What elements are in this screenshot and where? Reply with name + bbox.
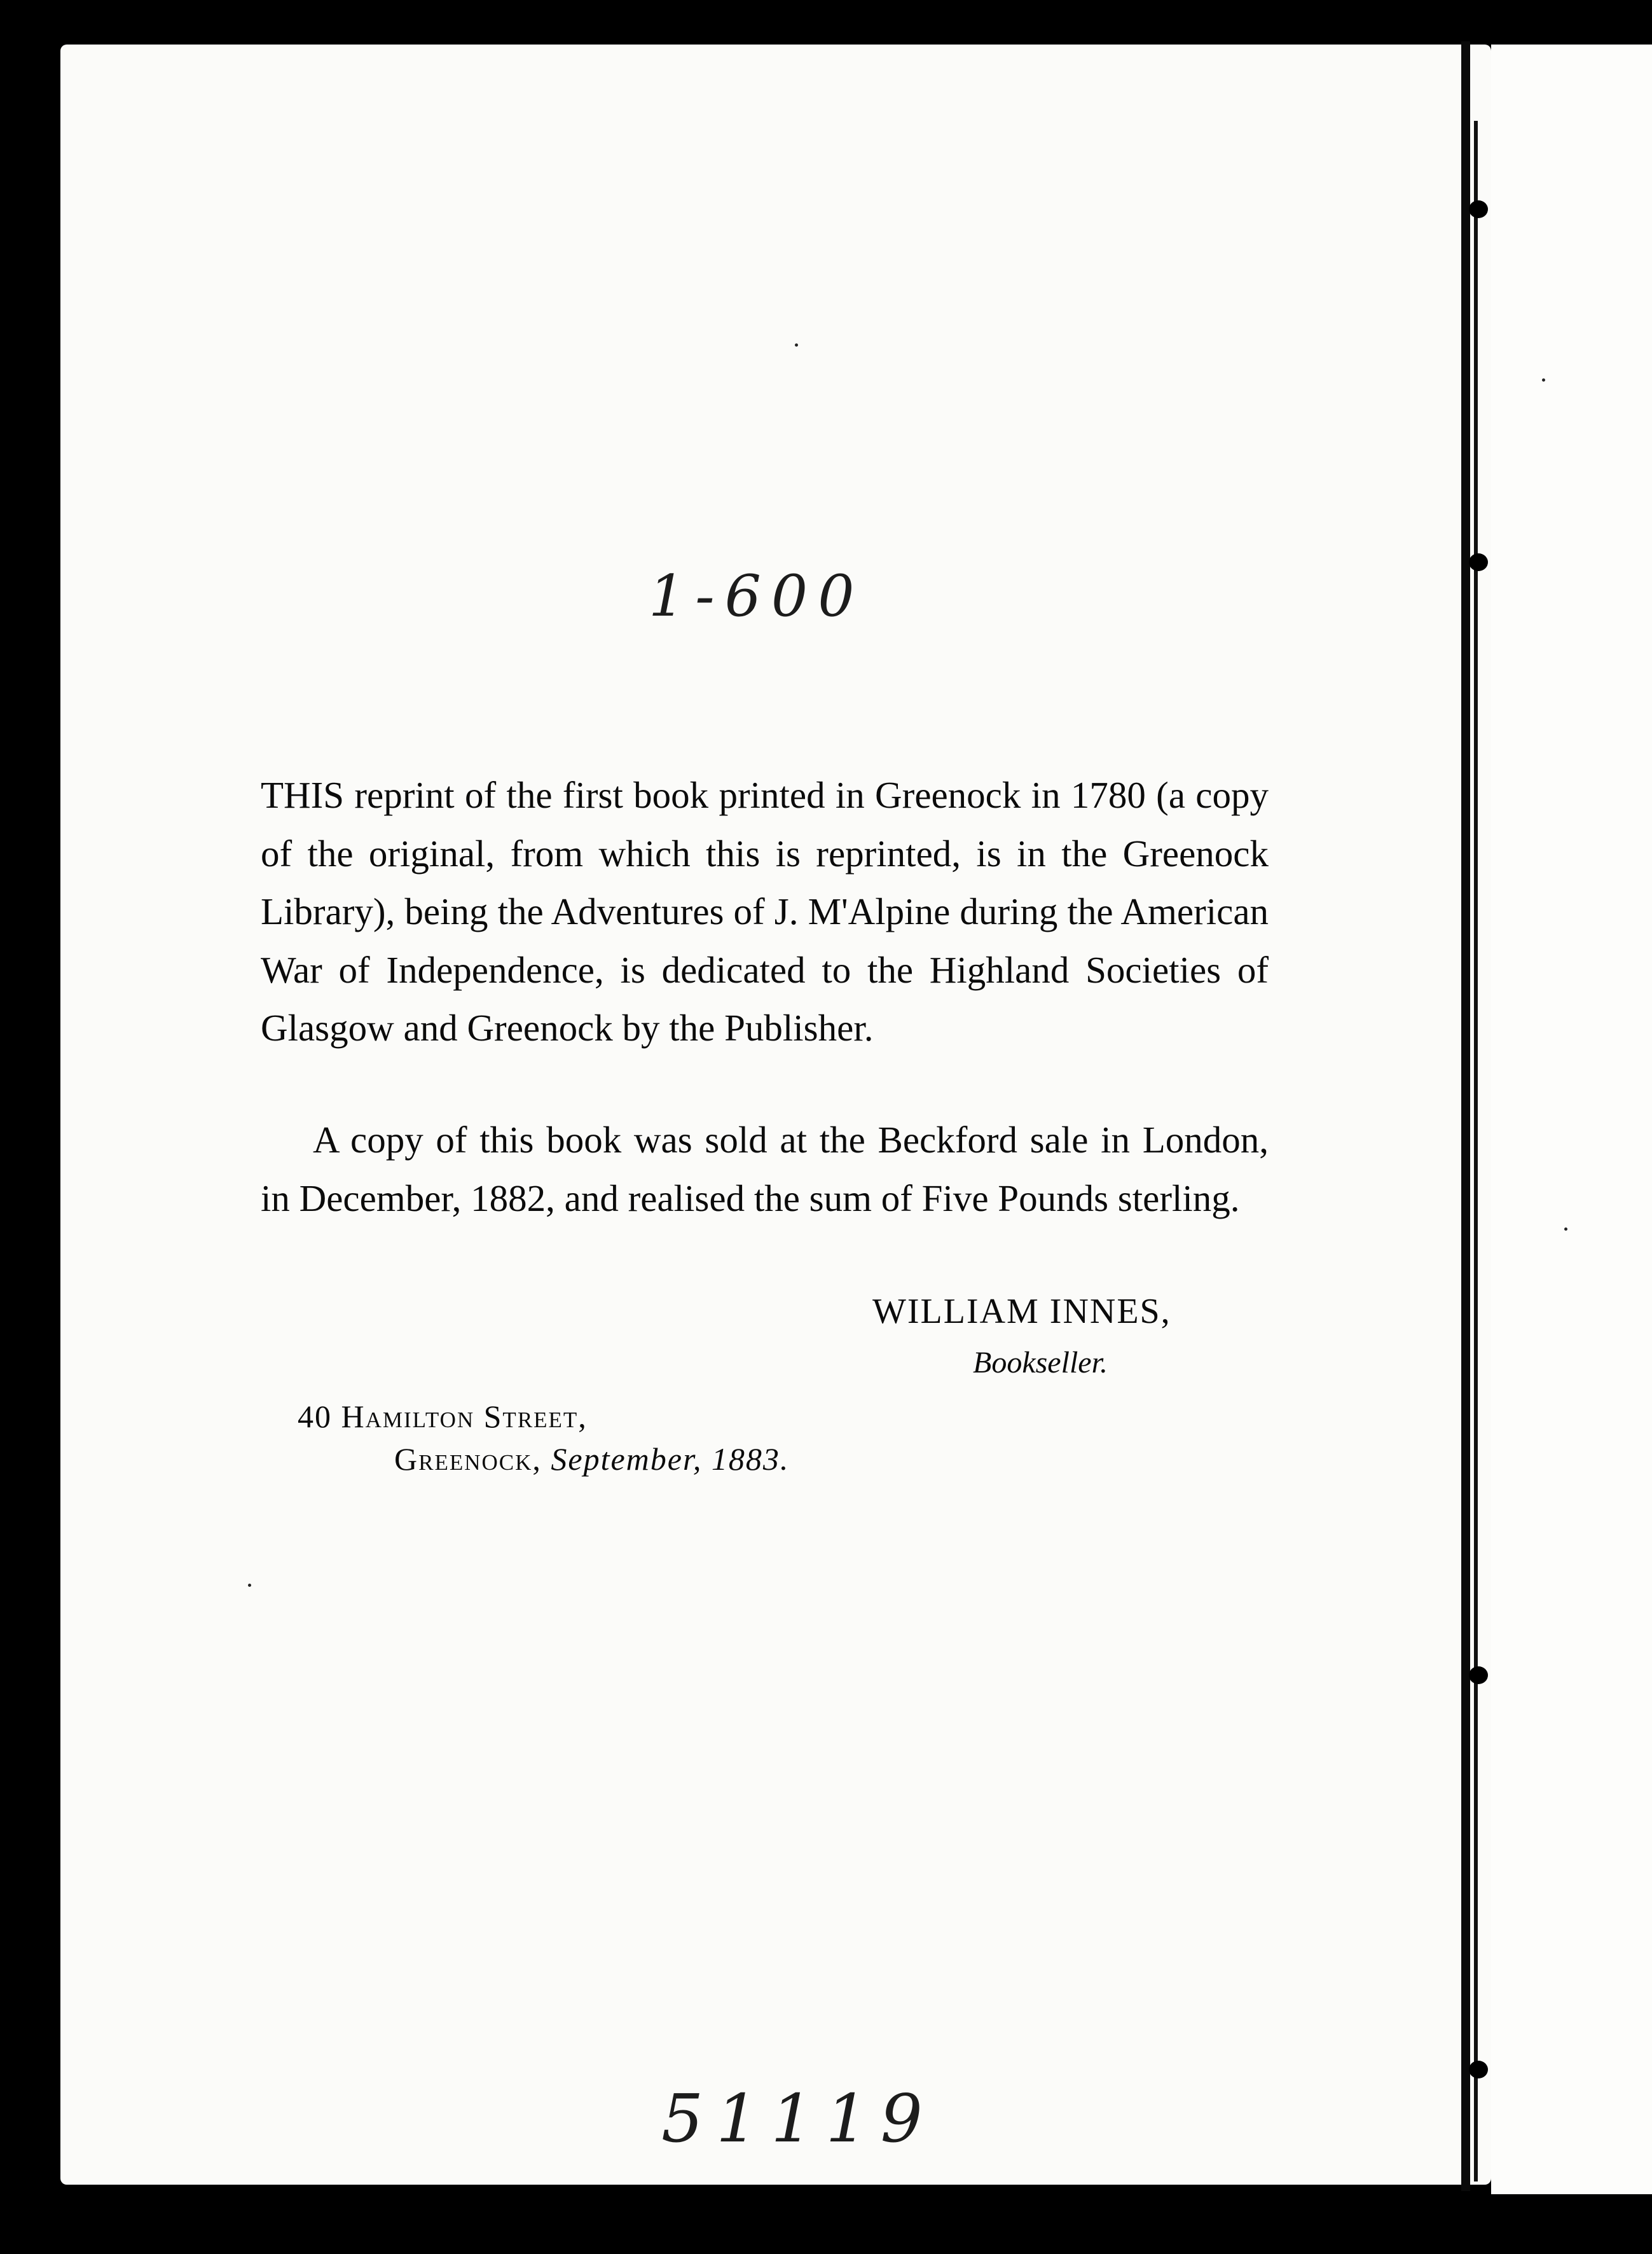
sale-note-paragraph: A copy of this book was sold at the Beckford sale in London, in December, 1882, and realised the sum of Five Pounds sterling. [261, 1119, 1269, 1219]
address-street: 40 Hamilton Street, [298, 1399, 588, 1434]
address-line [394, 1441, 789, 1477]
paper-speck [248, 1584, 251, 1587]
paper-speck [795, 343, 798, 347]
binding-notch [1469, 553, 1488, 571]
paper-speck [1542, 378, 1545, 382]
paper-speck [1564, 1227, 1567, 1231]
signature-title: Bookseller. [973, 1346, 1108, 1379]
book-spine [1461, 41, 1470, 2191]
signature-name: WILLIAM INNES, [872, 1292, 1171, 1331]
address-date: September, 1883. [551, 1441, 790, 1477]
binding-notch [1469, 200, 1488, 218]
handwritten-accession-number: 51119 [661, 2080, 935, 2157]
binding-notch [1469, 1666, 1488, 1684]
handwritten-page-range: 1-600 [649, 563, 865, 630]
binding-notch [1469, 2061, 1488, 2078]
book-spine-shadow [1474, 121, 1478, 2181]
address-town: Greenock, [394, 1441, 542, 1477]
facing-page-edge [1491, 45, 1652, 2194]
dedication-paragraph: THIS reprint of the first book printed in Greenock in 1780 (a copy of the original, from which this is reprinted, is in the Greenock Library), being the Adventures of J. M'Alpine during the American War of Independence, is dedicated to the Highland Societies of Glasgow and Greenock by the Publisher. [261, 774, 1269, 1049]
